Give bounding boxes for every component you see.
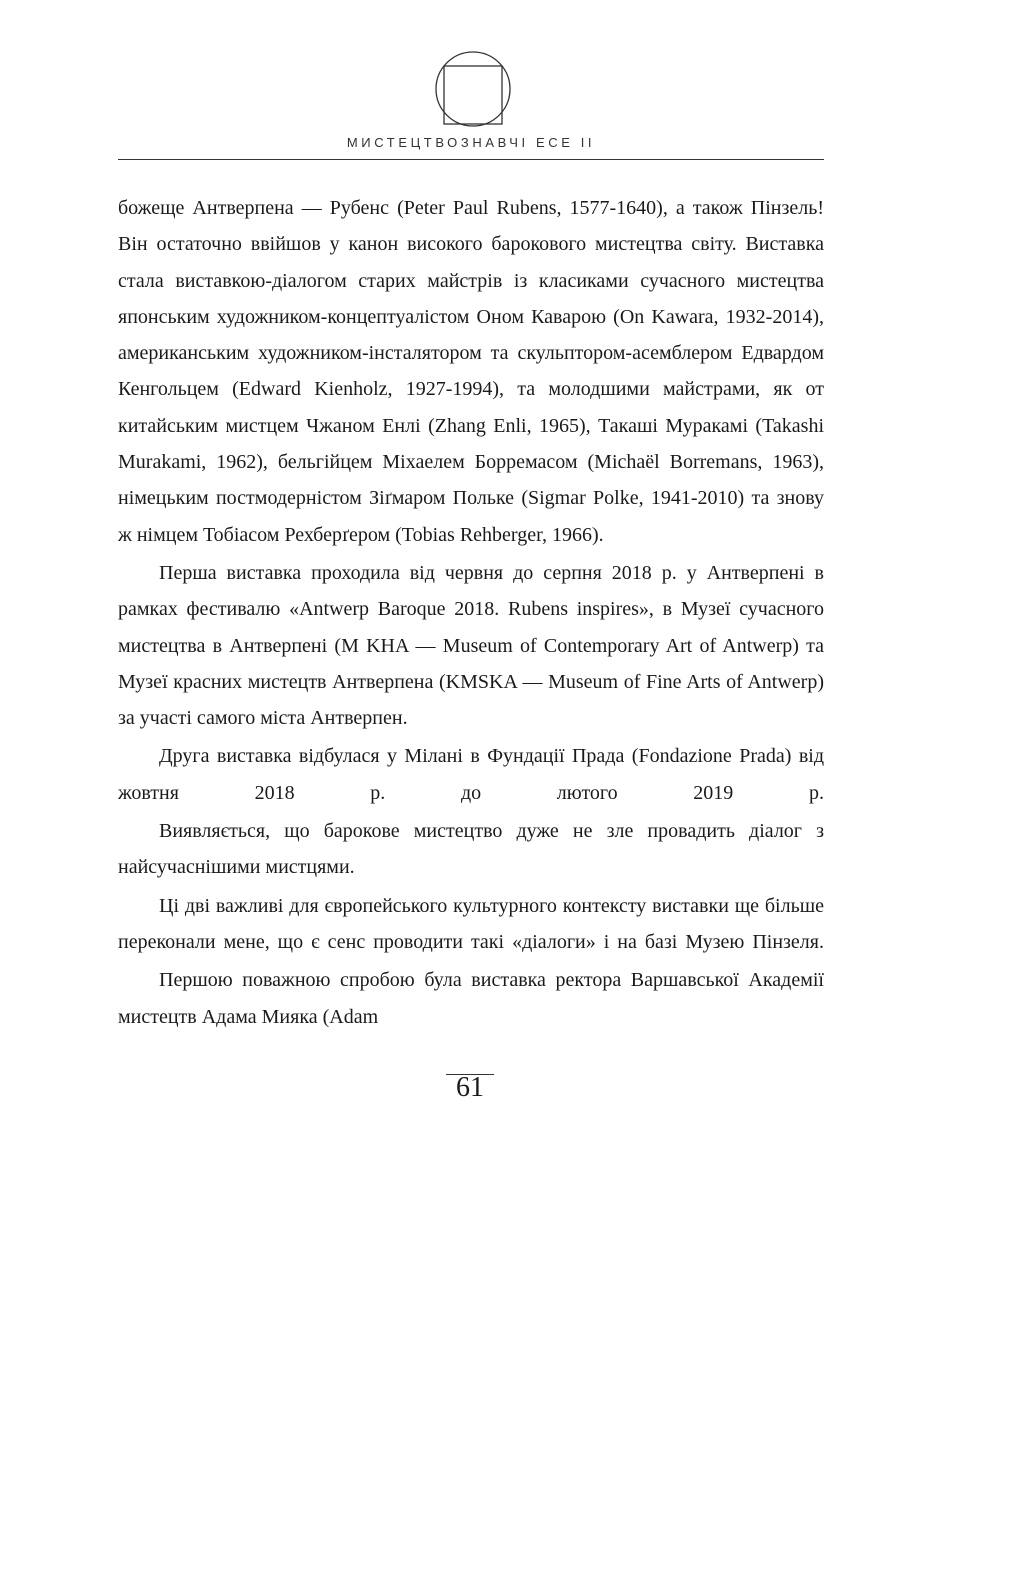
paragraph-6: Першою поважною спробою була виставка ректора Варшавської Академії мистецтв Адама Мияка (Adam (118, 969, 824, 1028)
paragraph-5: Ці дві важливі для європейського культурного контексту виставки ще більше переконали мене, що є сенс проводити такі «діалоги» і на базі Музею Пінзеля. (118, 894, 824, 953)
paragraph-4: Виявляється, що барокове мистецтво дуже не зле провадить діалог з найсучаснішими мистцями. (118, 820, 824, 879)
running-head-title: МИСТЕЦТВОЗНАВЧІ ЕСЕ ІІ (346, 135, 596, 150)
header-rule (118, 159, 824, 160)
paragraph-3: Друга виставка відбулася у Мілані в Фундації Прада (Fondazione Prada) від жовтня 2018 р. до лютого 2019 р. (118, 745, 824, 804)
body-text (118, 190, 824, 1035)
paragraph-1: божеще Антверпена — Рубенс (Peter Paul Rubens, 1577-1640), а також Пінзель! Він остаточно ввійшов у канон високого барокового мистецтва світу. Виставка стала виставкою-діалогом старих майстрів із класиками сучасного мистецтва японським художником-концептуалістом Оном Каварою (On Kawara, 1932-2014), американським художником-інсталятором та скульптором-асемблером Едвардом Кенгольцем (Edward Kienholz, 1927-1994), та молодшими майстрами, як от китайським мистцем Чжаном Енлі (Zhang Enli, 1965), Такаші Муракамі (Takashi Murakami, 1962), бельгійцем Міхаелем Борремасом (Michaël Borremans, 1963), німецьким постмодерністом Зіґмаром Польке (Sigmar Polke, 1941-2010) та знову ж німцем Тобіасом Рехберґером (Tobias Rehberger, 1966). (118, 197, 824, 546)
paragraph-2: Перша виставка проходила від червня до серпня 2018 р. у Антверпені в рамках фестивалю «Antwerp Baroque 2018. Rubens inspires», в Музеї сучасного мистецтва в Антверпені (M KHA — Museum of Contemporary Art of Antwerp) та Музеї красних мистецтв Антверпена (KMSKA — Museum of Fine Arts of Antwerp) за участі самого міста Антверпен. (118, 561, 824, 730)
page-number: 61 (456, 1072, 484, 1103)
circle-square-emblem-icon (434, 50, 512, 128)
